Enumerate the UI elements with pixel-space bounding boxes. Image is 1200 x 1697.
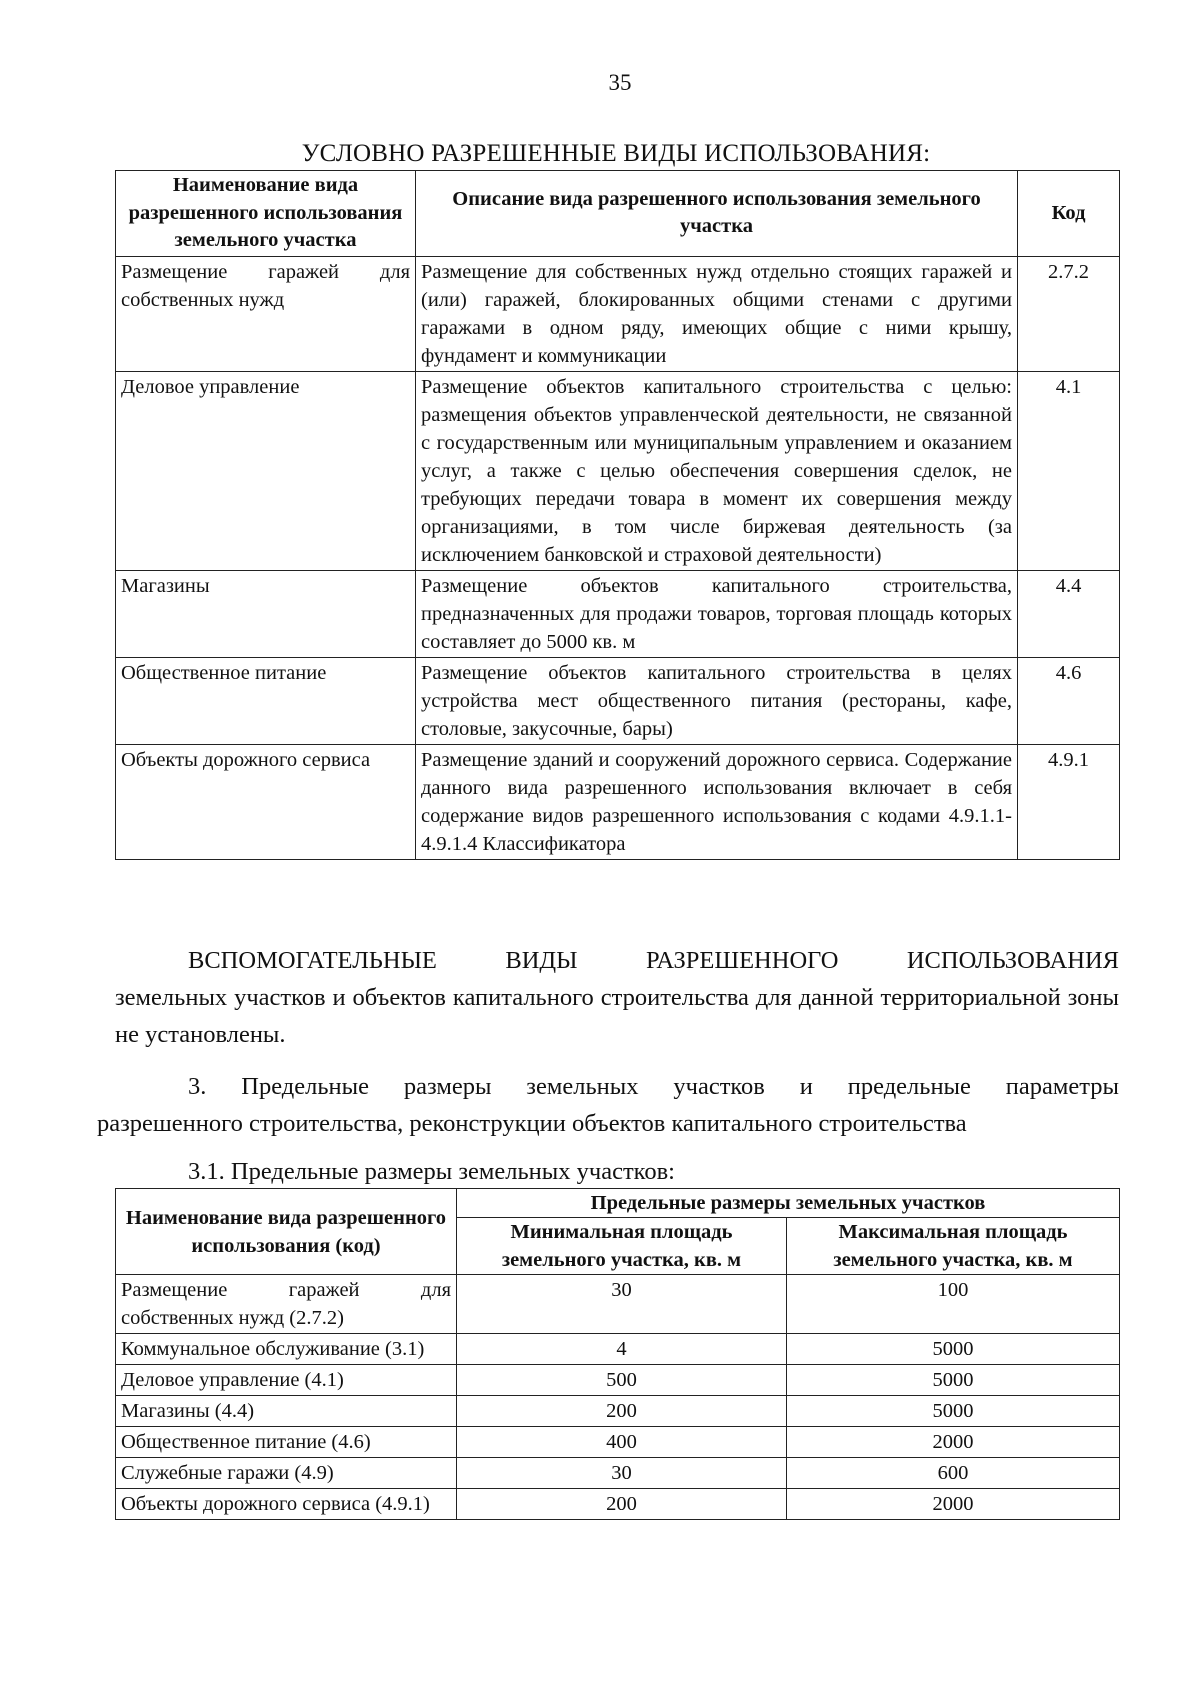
use-description: Размещение объектов капитального строительства в целях устройства мест общественного питания (рестораны, кафе, столовые, закусочные, бары) xyxy=(416,657,1018,744)
size-use-name: Размещение гаражей для собственных нужд (2.7.2) xyxy=(116,1275,457,1334)
table-row xyxy=(116,570,1120,657)
conditional-uses-table xyxy=(115,170,1120,860)
size-use-name: Служебные гаражи (4.9) xyxy=(116,1458,457,1489)
size-max: 2000 xyxy=(787,1489,1120,1520)
table-row xyxy=(116,371,1120,570)
size-min: 200 xyxy=(457,1489,787,1520)
use-name: Размещение гаражей для собственных нужд xyxy=(116,256,416,371)
page-number: 35 xyxy=(608,70,632,95)
table-row xyxy=(116,256,1120,371)
use-code: 4.4 xyxy=(1018,570,1120,657)
section-3-rest: разрешенного строительства, реконструкции объектов капитального строительства xyxy=(97,1110,967,1137)
section-title: УСЛОВНО РАЗРЕШЕННЫЕ ВИДЫ ИСПОЛЬЗОВАНИЯ: xyxy=(301,140,931,167)
table-row xyxy=(116,1458,1120,1489)
table-row xyxy=(116,1427,1120,1458)
section-3-paragraph xyxy=(97,1068,1119,1142)
size-use-name: Деловое управление (4.1) xyxy=(116,1365,457,1396)
auxiliary-uses-rest: земельных участков и объектов капитального строительства для данной территориальной зоны не установлены. xyxy=(115,984,1119,1048)
header-size-min: Минимальная площадь земельного участка, кв. м xyxy=(457,1218,787,1275)
subsection-3-1-title: 3.1. Предельные размеры земельных участков: xyxy=(188,1158,675,1185)
table-row xyxy=(116,1396,1120,1427)
header-size-group: Предельные размеры земельных участков xyxy=(457,1189,1120,1218)
use-description: Размещение зданий и сооружений дорожного сервиса. Содержание данного вида разрешенного использования включает в себя содержание видов разрешенного использования с кодами 4.9.1.1-4.9.1.4 Классификатора xyxy=(416,744,1018,859)
size-min: 500 xyxy=(457,1365,787,1396)
table-row xyxy=(116,1365,1120,1396)
size-max: 5000 xyxy=(787,1365,1120,1396)
table-row xyxy=(116,1334,1120,1365)
use-name: Деловое управление xyxy=(116,371,416,570)
size-min: 200 xyxy=(457,1396,787,1427)
table-header-row xyxy=(116,171,1120,257)
use-description: Размещение объектов капитального строительства, предназначенных для продажи товаров, торговая площадь которых составляет до 5000 кв. м xyxy=(416,570,1018,657)
use-code: 4.9.1 xyxy=(1018,744,1120,859)
use-code: 4.6 xyxy=(1018,657,1120,744)
size-min: 4 xyxy=(457,1334,787,1365)
header-use-name: Наименование вида разрешенного использования земельного участка xyxy=(116,171,416,257)
size-use-name: Магазины (4.4) xyxy=(116,1396,457,1427)
size-min: 30 xyxy=(457,1458,787,1489)
use-name: Магазины xyxy=(116,570,416,657)
size-min: 30 xyxy=(457,1275,787,1334)
size-use-name: Общественное питание (4.6) xyxy=(116,1427,457,1458)
size-min: 400 xyxy=(457,1427,787,1458)
use-code: 4.1 xyxy=(1018,371,1120,570)
use-name: Объекты дорожного сервиса xyxy=(116,744,416,859)
header-size-max: Максимальная площадь земельного участка, кв. м xyxy=(787,1218,1120,1275)
plot-sizes-table xyxy=(115,1188,1120,1520)
header-use-description: Описание вида разрешенного использования земельного участка xyxy=(416,171,1018,257)
size-max: 100 xyxy=(787,1275,1120,1334)
use-name: Общественное питание xyxy=(116,657,416,744)
auxiliary-uses-paragraph xyxy=(115,942,1119,1053)
table-header-row xyxy=(116,1189,1120,1218)
size-use-name: Коммунальное обслуживание (3.1) xyxy=(116,1334,457,1365)
table-row xyxy=(116,657,1120,744)
section-3-first-line: 3. Предельные размеры земельных участков и предельные параметры xyxy=(188,1073,1119,1100)
size-max: 2000 xyxy=(787,1427,1120,1458)
table-row xyxy=(116,744,1120,859)
header-size-name: Наименование вида разрешенного использования (код) xyxy=(116,1189,457,1275)
auxiliary-uses-first-line: ВСПОМОГАТЕЛЬНЫЕ ВИДЫ РАЗРЕШЕННОГО ИСПОЛЬЗОВАНИЯ xyxy=(188,947,1119,974)
table-row xyxy=(116,1275,1120,1334)
size-use-name: Объекты дорожного сервиса (4.9.1) xyxy=(116,1489,457,1520)
use-description: Размещение объектов капитального строительства с целью: размещения объектов управленческой деятельности, не связанной с государственным или муниципальным управлением и оказанием услуг, а также с целью обеспечения совершения сделок, не требующих передачи товара в момент их совершения между организациями, в том числе биржевая деятельность (за исключением банковской и страховой деятельности) xyxy=(416,371,1018,570)
use-code: 2.7.2 xyxy=(1018,256,1120,371)
size-max: 5000 xyxy=(787,1334,1120,1365)
use-description: Размещение для собственных нужд отдельно стоящих гаражей и (или) гаражей, блокированных общими стенами с другими гаражами в одном ряду, имеющих общие с ними крышу, фундамент и коммуникации xyxy=(416,256,1018,371)
size-max: 600 xyxy=(787,1458,1120,1489)
size-max: 5000 xyxy=(787,1396,1120,1427)
header-use-code: Код xyxy=(1018,171,1120,257)
table-row xyxy=(116,1489,1120,1520)
